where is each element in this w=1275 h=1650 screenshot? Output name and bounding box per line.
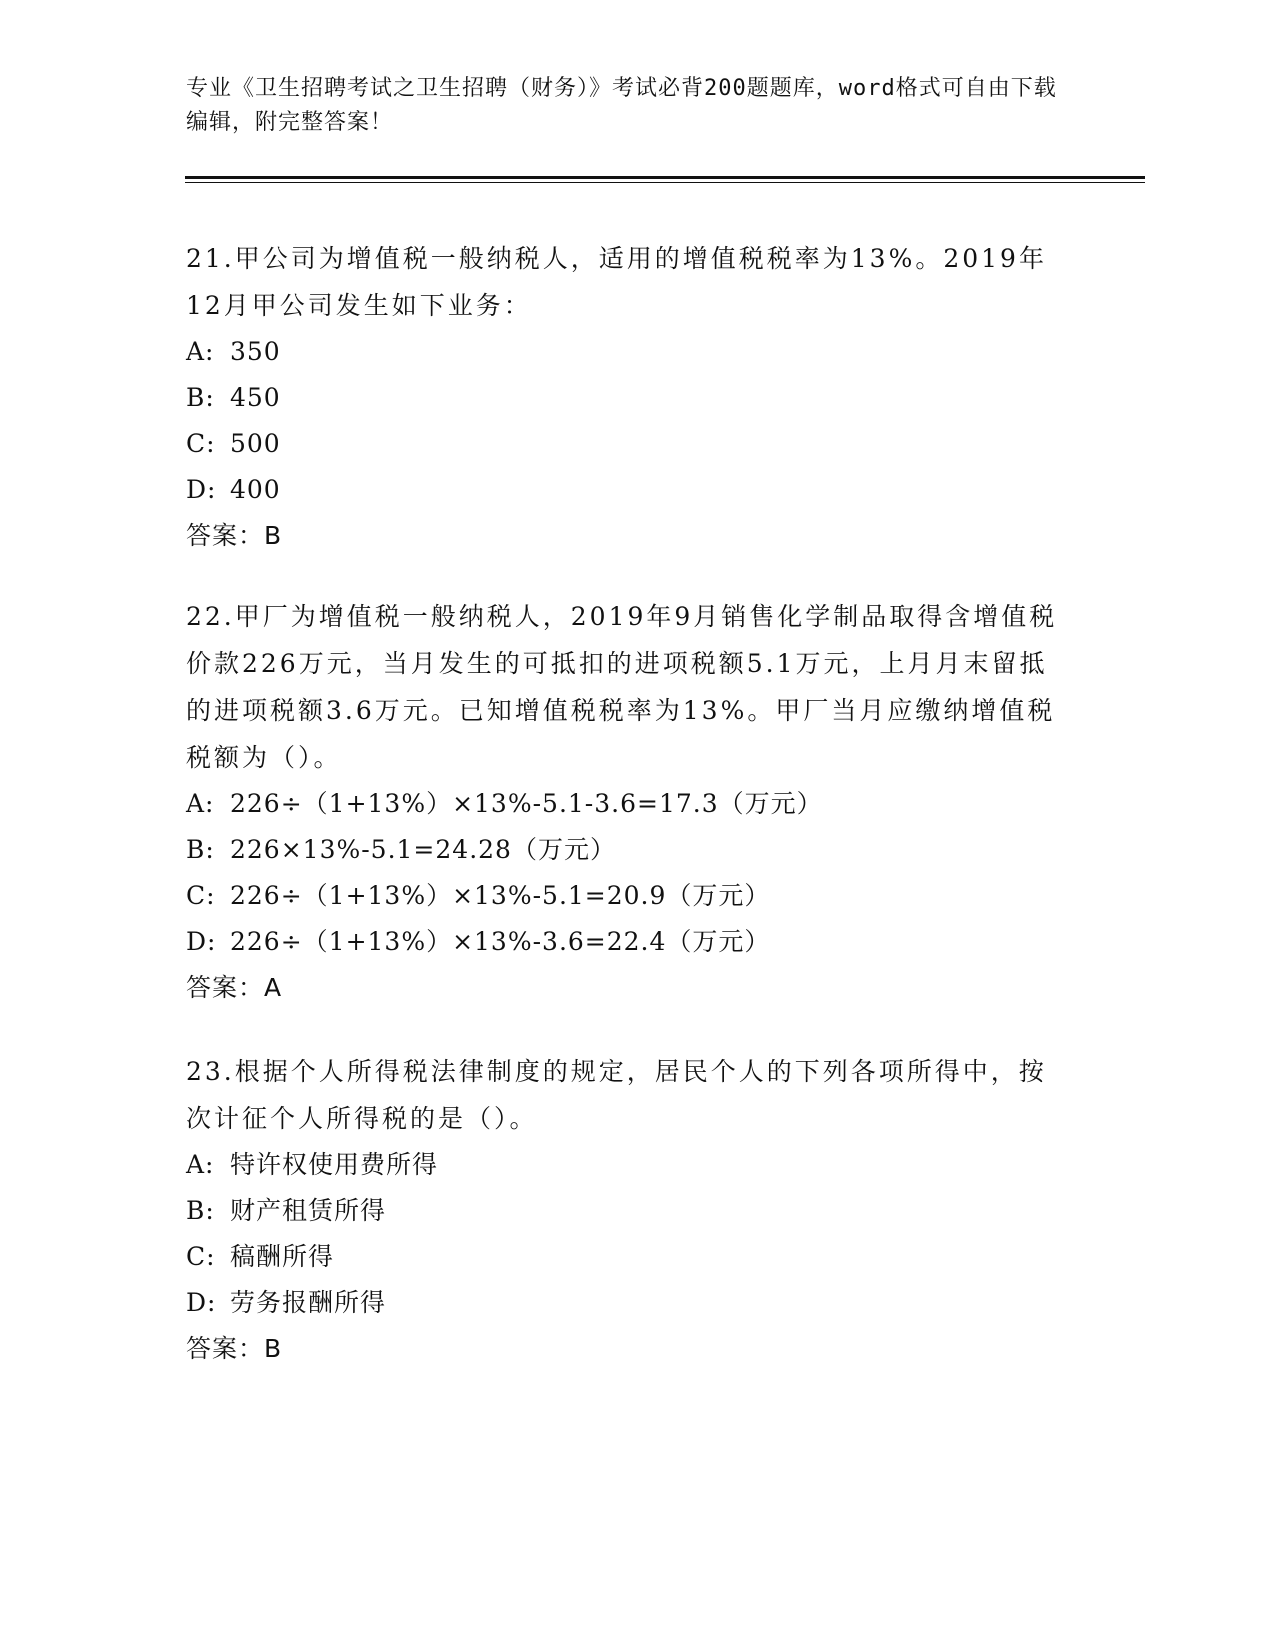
option-text: 500: [230, 429, 281, 458]
option-letter: A:: [186, 1150, 215, 1179]
question-21: [186, 235, 1066, 559]
option-d: [186, 467, 1066, 513]
option-text: 350: [230, 337, 281, 366]
answer-line: 答案：B: [186, 521, 283, 550]
option-letter: C:: [186, 429, 216, 458]
option-a: [186, 781, 1066, 827]
question-22: [186, 593, 1066, 1011]
header-rule-thin: [185, 182, 1145, 183]
question-stem: 22.甲厂为增值税一般纳税人，2019年9月销售化学制品取得含增值税价款226万元，当月发生的可抵扣的进项税额5.1万元，上月月末留抵的进项税额3.6万元。已知增值税税率为13%。甲厂当月应缴纳增值税税额为（）。: [186, 602, 1058, 772]
option-c: [186, 1234, 1066, 1280]
option-b: [186, 1188, 1066, 1234]
option-c: [186, 873, 1066, 919]
option-text: 226÷（1+13%）×13%-5.1=20.9（万元）: [230, 881, 771, 910]
question-stem: 23.根据个人所得税法律制度的规定，居民个人的下列各项所得中，按次计征个人所得税的是（）。: [186, 1057, 1047, 1133]
option-a: [186, 1142, 1066, 1188]
option-d: [186, 1280, 1066, 1326]
option-text: 226×13%-5.1=24.28（万元）: [230, 835, 616, 864]
option-letter: B:: [186, 835, 215, 864]
option-text: 226÷（1+13%）×13%-3.6=22.4（万元）: [230, 927, 771, 956]
option-letter: B:: [186, 1196, 215, 1225]
header-rule-thick: [185, 176, 1145, 179]
document-header: 专业《卫生招聘考试之卫生招聘（财务）》考试必背200题题库，word格式可自由下载编辑，附完整答案！: [186, 76, 1057, 135]
option-letter: D:: [186, 1288, 217, 1317]
question-23: [186, 1048, 1066, 1372]
option-letter: C:: [186, 1242, 216, 1271]
option-text: 稿酬所得: [230, 1242, 335, 1271]
option-text: 450: [230, 383, 281, 412]
option-text: 400: [230, 475, 281, 504]
option-letter: D:: [186, 475, 217, 504]
option-a: [186, 329, 1066, 375]
option-letter: D:: [186, 927, 217, 956]
answer-line: 答案：B: [186, 1334, 283, 1363]
option-b: [186, 827, 1066, 873]
option-text: 财产租赁所得: [230, 1196, 387, 1225]
option-letter: C:: [186, 881, 216, 910]
option-letter: B:: [186, 383, 215, 412]
answer-line: 答案：A: [186, 973, 283, 1002]
option-letter: A:: [186, 337, 215, 366]
option-text: 特许权使用费所得: [230, 1150, 439, 1179]
option-c: [186, 421, 1066, 467]
question-stem: 21.甲公司为增值税一般纳税人，适用的增值税税率为13%。2019年12月甲公司发生如下业务：: [186, 244, 1047, 320]
option-text: 劳务报酬所得: [230, 1288, 387, 1317]
option-d: [186, 919, 1066, 965]
option-text: 226÷（1+13%）×13%-5.1-3.6=17.3（万元）: [230, 789, 823, 818]
option-b: [186, 375, 1066, 421]
option-letter: A:: [186, 789, 215, 818]
